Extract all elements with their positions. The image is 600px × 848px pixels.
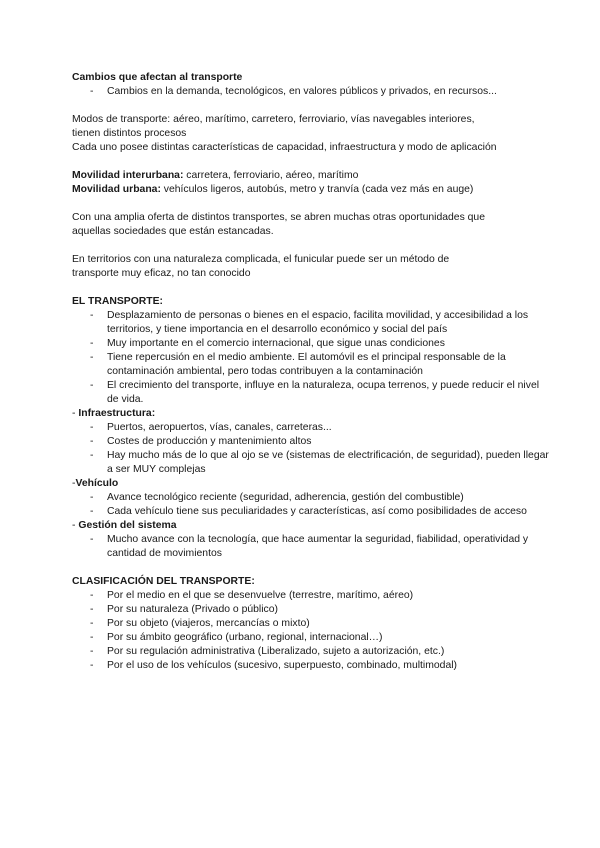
vehiculo-list [72, 491, 552, 519]
list-item: - Costes de producción y mantenimiento altos [72, 435, 552, 449]
movilidad-interurbana-text: carretera, ferroviario, aéreo, marítimo [183, 170, 359, 181]
paragraph-line: aquellas sociedades que están estancadas. [72, 226, 274, 237]
paragraph-line: Cada uno posee distintas características de capacidad, infraestructura y modo de aplicación [72, 142, 497, 153]
list-item: - Hay mucho más de lo que al ojo se ve (sistemas de electrificación, de seguridad), pueden llegar a ser MUY complejas [72, 449, 552, 477]
document-body [72, 71, 552, 673]
list-item: - Por su objeto (viajeros, mercancías o mixto) [72, 617, 552, 631]
section-heading-clasificacion: CLASIFICACIÓN DEL TRANSPORTE: [72, 576, 255, 587]
list-item: - Avance tecnológico reciente (seguridad, adherencia, gestión del combustible) [72, 491, 552, 505]
list-item: - Cambios en la demanda, tecnológicos, en valores públicos y privados, en recursos... [72, 85, 552, 99]
section-heading-transporte: EL TRANSPORTE: [72, 296, 164, 307]
subheading-vehiculo: -Vehículo [72, 478, 119, 489]
paragraph-line: Con una amplia oferta de distintos transportes, se abren muchas otras oportunidades que [72, 212, 485, 223]
list-item: - Muy importante en el comercio internacional, que sigue unas condiciones [72, 337, 552, 351]
list-item: - Tiene repercusión en el medio ambiente. El automóvil es el principal responsable de la contaminación ambiental, pero todas contribuyen a la contaminación [72, 351, 552, 379]
list-item: - Puertos, aeropuertos, vías, canales, carreteras... [72, 421, 552, 435]
transporte-list [72, 309, 552, 407]
list-item: - Por su regulación administrativa (Liberalizado, sujeto a autorización, etc.) [72, 645, 552, 659]
list-item: - Por su ámbito geográfico (urbano, regional, internacional…) [72, 631, 552, 645]
gestion-list [72, 533, 552, 561]
infraestructura-list [72, 421, 552, 477]
movilidad-urbana-text: vehículos ligeros, autobús, metro y tranvía (cada vez más en auge) [160, 184, 474, 195]
clasificacion-list [72, 589, 552, 673]
list-item: - Desplazamiento de personas o bienes en el espacio, facilita movilidad, y accesibilidad a los territorios, y tiene importancia en el desarrollo económico y social del país [72, 309, 552, 337]
paragraph-line: En territorios con una naturaleza complicada, el funicular puede ser un método de [72, 254, 450, 265]
paragraph-line: transporte muy eficaz, no tan conocido [72, 268, 251, 279]
list-item: - Por el medio en el que se desenvuelve (terrestre, marítimo, aéreo) [72, 589, 552, 603]
list-item: - Por el uso de los vehículos (sucesivo, superpuesto, combinado, multimodal) [72, 659, 552, 673]
paragraph-line: Modos de transporte: aéreo, marítimo, carretero, ferroviario, vías navegables interiores, [72, 114, 475, 125]
movilidad-urbana [72, 183, 552, 197]
subheading-gestion: - Gestión del sistema [72, 520, 177, 531]
movilidad-interurbana-label: Movilidad interurbana: [72, 170, 184, 181]
movilidad-interurbana [72, 169, 552, 183]
list-item: - Por su naturaleza (Privado o público) [72, 603, 552, 617]
cambios-list [72, 85, 552, 99]
paragraph-line: tienen distintos procesos [72, 128, 187, 139]
list-item: - Cada vehículo tiene sus peculiaridades y características, así como posibilidades de acceso [72, 505, 552, 519]
section-heading-cambios: Cambios que afectan al transporte [72, 72, 243, 83]
subheading-infraestructura: - Infraestructura: [72, 408, 156, 419]
movilidad-urbana-label: Movilidad urbana: [72, 184, 161, 195]
list-item: - El crecimiento del transporte, influye en la naturaleza, ocupa terrenos, y puede reducir el nivel de vida. [72, 379, 552, 407]
list-item: - Mucho avance con la tecnología, que hace aumentar la seguridad, fiabilidad, operatividad y cantidad de movimientos [72, 533, 552, 561]
